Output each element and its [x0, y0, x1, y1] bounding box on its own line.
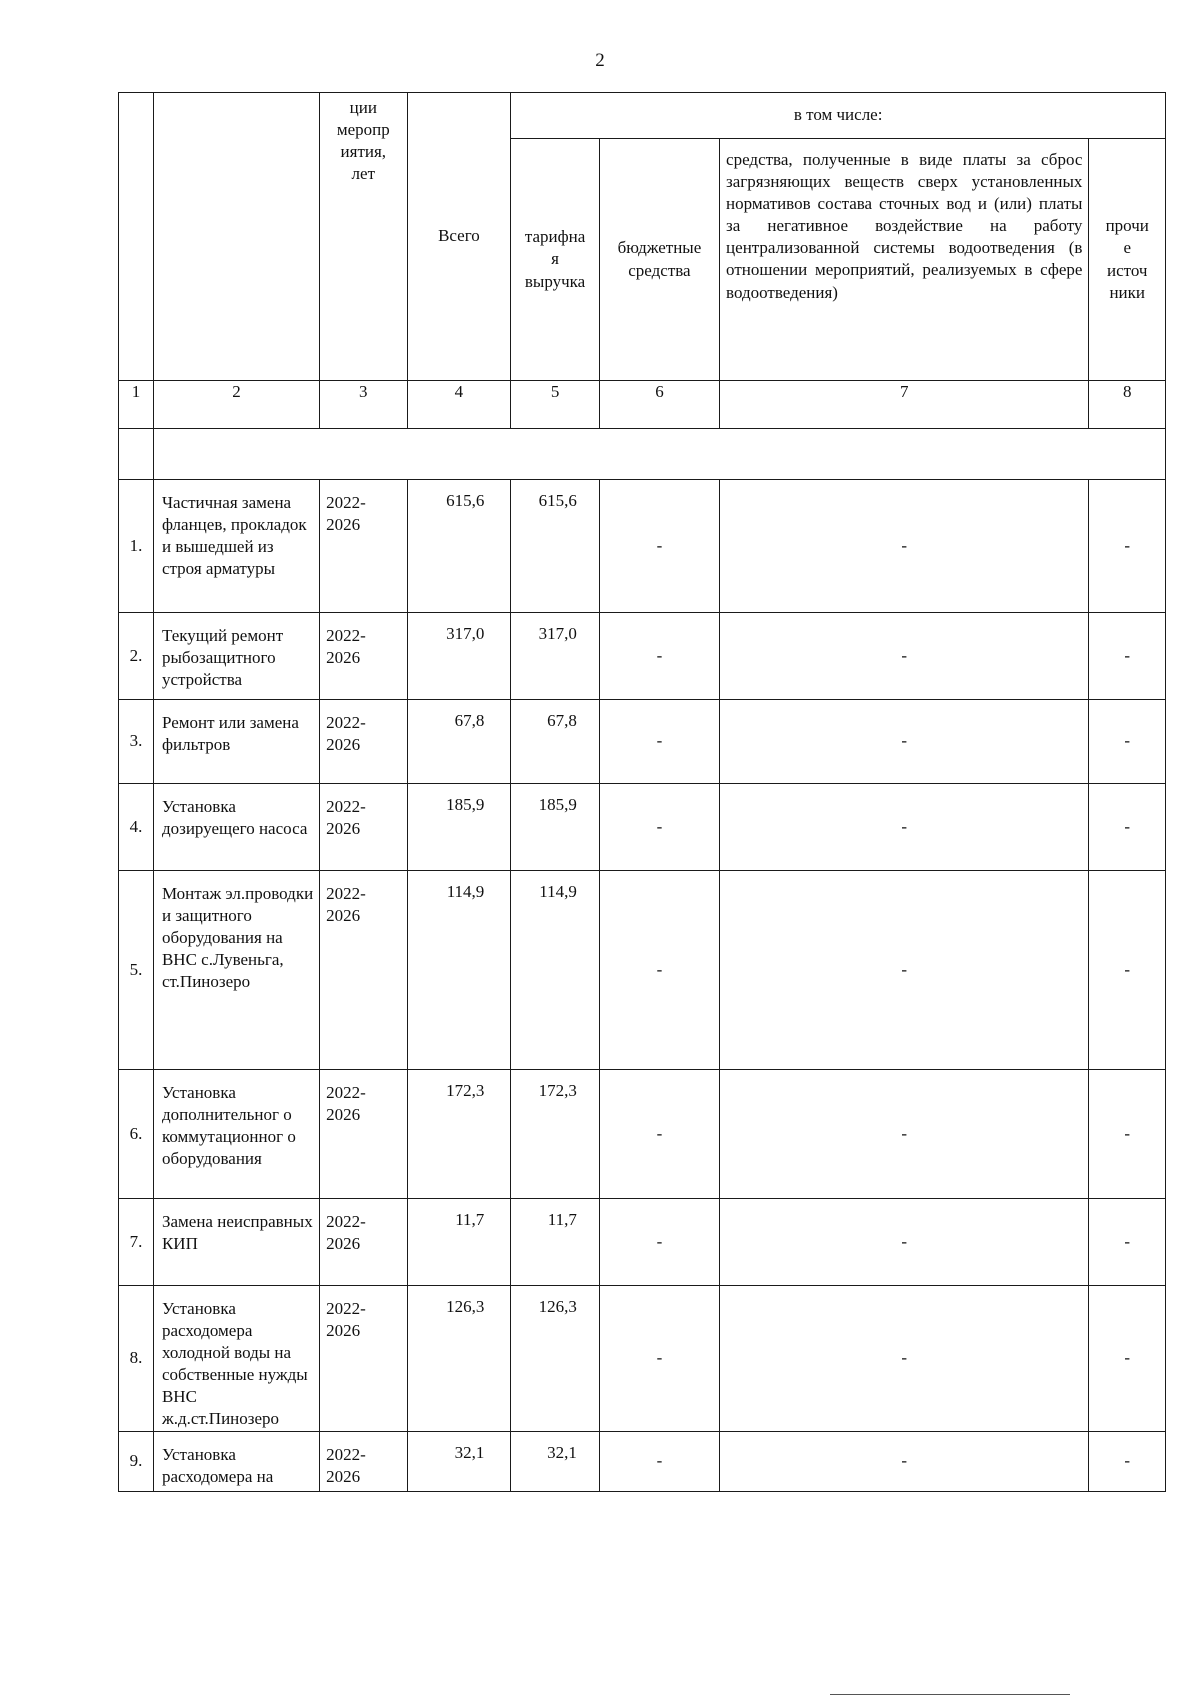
column-number: 2 — [153, 381, 319, 429]
row-number: 5. — [119, 871, 154, 1070]
other-sources-value: - — [1089, 871, 1166, 1070]
header-budget: бюджетные средства — [599, 139, 719, 381]
budget-funds-value: - — [599, 1199, 719, 1286]
implementation-period: 2022- 2026 — [320, 1070, 407, 1199]
budget-funds-value: - — [599, 1070, 719, 1199]
budget-funds-value: - — [599, 871, 719, 1070]
activity-name: Установка расходомера холодной воды на собственные нужды ВНС ж.д.ст.Пинозеро — [153, 1286, 319, 1432]
budget-funds-value: - — [599, 1286, 719, 1432]
row-number: 4. — [119, 784, 154, 871]
fee-funds-value: - — [720, 1286, 1089, 1432]
budget-funds-value: - — [599, 613, 719, 700]
header-row-top — [119, 93, 1166, 139]
activity-name: Частичная замена фланцев, прокладок и вышедшей из строя арматуры — [153, 480, 319, 613]
other-sources-value: - — [1089, 1070, 1166, 1199]
column-number: 8 — [1089, 381, 1166, 429]
tariff-revenue-value: 317,0 — [511, 613, 600, 700]
fee-funds-value: - — [720, 1431, 1089, 1491]
table-row — [119, 1070, 1166, 1199]
header-fees: средства, полученные в виде платы за сброс загрязняющих веществ сверх установленных нормативов состава сточных вод и (или) платы за негативное воздействие на работу централизованной системы водоотведения (в отношении мероприятий, реализуемых в сфере водоотведения) — [720, 139, 1089, 381]
header-tariff: тарифна я выручка — [511, 139, 600, 381]
fee-funds-value: - — [720, 480, 1089, 613]
implementation-period: 2022- 2026 — [320, 1431, 407, 1491]
total-value: 172,3 — [407, 1070, 511, 1199]
activity-name: Текущий ремонт рыбозащитного устройства — [153, 613, 319, 700]
activity-name: Установка дополнительног о коммутационног о оборудования — [153, 1070, 319, 1199]
column-number: 6 — [599, 381, 719, 429]
implementation-period: 2022- 2026 — [320, 871, 407, 1070]
table-row — [119, 700, 1166, 784]
table-row — [119, 613, 1166, 700]
column-number: 4 — [407, 381, 511, 429]
row-number: 6. — [119, 1070, 154, 1199]
header-total: Всего — [407, 93, 511, 381]
section-row — [119, 429, 1166, 480]
column-number: 3 — [320, 381, 407, 429]
column-number: 5 — [511, 381, 600, 429]
total-value: 114,9 — [407, 871, 511, 1070]
fee-funds-value: - — [720, 1070, 1089, 1199]
other-sources-value: - — [1089, 1431, 1166, 1491]
implementation-period: 2022- 2026 — [320, 784, 407, 871]
implementation-period: 2022- 2026 — [320, 700, 407, 784]
activity-name: Установка дозируещего насоса — [153, 784, 319, 871]
activity-name: Ремонт или замена фильтров — [153, 700, 319, 784]
row-number: 9. — [119, 1431, 154, 1491]
activity-name: Монтаж эл.проводки и защитного оборудования на ВНС с.Лувеньга, ст.Пинозеро — [153, 871, 319, 1070]
other-sources-value: - — [1089, 1199, 1166, 1286]
implementation-period: 2022- 2026 — [320, 480, 407, 613]
total-value: 615,6 — [407, 480, 511, 613]
total-value: 185,9 — [407, 784, 511, 871]
table-row — [119, 1431, 1166, 1491]
fee-funds-value: - — [720, 784, 1089, 871]
total-value: 67,8 — [407, 700, 511, 784]
column-number: 1 — [119, 381, 154, 429]
table-row — [119, 1199, 1166, 1286]
header-cell-1 — [119, 93, 154, 381]
column-numbers-row — [119, 381, 1166, 429]
empty-cell — [119, 429, 154, 480]
fee-funds-value: - — [720, 1199, 1089, 1286]
table-row — [119, 784, 1166, 871]
footer-line — [830, 1694, 1070, 1695]
investment-table — [118, 92, 1166, 1492]
header-other: прочи е источ ники — [1089, 139, 1166, 381]
activity-name: Замена неисправных КИП — [153, 1199, 319, 1286]
budget-funds-value: - — [599, 480, 719, 613]
other-sources-value: - — [1089, 480, 1166, 613]
other-sources-value: - — [1089, 784, 1166, 871]
table-row — [119, 871, 1166, 1070]
budget-funds-value: - — [599, 700, 719, 784]
implementation-period: 2022- 2026 — [320, 613, 407, 700]
row-number: 7. — [119, 1199, 154, 1286]
tariff-revenue-value: 114,9 — [511, 871, 600, 1070]
fee-funds-value: - — [720, 700, 1089, 784]
section-title-cell — [153, 429, 1165, 480]
tariff-revenue-value: 67,8 — [511, 700, 600, 784]
header-including: в том числе: — [511, 93, 1166, 139]
page-number: 2 — [595, 50, 605, 71]
budget-funds-value: - — [599, 784, 719, 871]
table-row — [119, 1286, 1166, 1432]
implementation-period: 2022- 2026 — [320, 1286, 407, 1432]
row-number: 3. — [119, 700, 154, 784]
tariff-revenue-value: 126,3 — [511, 1286, 600, 1432]
tariff-revenue-value: 185,9 — [511, 784, 600, 871]
total-value: 32,1 — [407, 1431, 511, 1491]
row-number: 2. — [119, 613, 154, 700]
fee-funds-value: - — [720, 871, 1089, 1070]
table-row — [119, 480, 1166, 613]
column-number: 7 — [720, 381, 1089, 429]
tariff-revenue-value: 32,1 — [511, 1431, 600, 1491]
row-number: 1. — [119, 480, 154, 613]
total-value: 11,7 — [407, 1199, 511, 1286]
tariff-revenue-value: 11,7 — [511, 1199, 600, 1286]
row-number: 8. — [119, 1286, 154, 1432]
header-cell-2 — [153, 93, 319, 381]
tariff-revenue-value: 172,3 — [511, 1070, 600, 1199]
total-value: 126,3 — [407, 1286, 511, 1432]
other-sources-value: - — [1089, 613, 1166, 700]
other-sources-value: - — [1089, 1286, 1166, 1432]
tariff-revenue-value: 615,6 — [511, 480, 600, 613]
other-sources-value: - — [1089, 700, 1166, 784]
fee-funds-value: - — [720, 613, 1089, 700]
activity-name: Установка расходомера на — [153, 1431, 319, 1491]
header-period: ции меропр иятия, лет — [320, 93, 407, 381]
total-value: 317,0 — [407, 613, 511, 700]
budget-funds-value: - — [599, 1431, 719, 1491]
implementation-period: 2022- 2026 — [320, 1199, 407, 1286]
data-rows — [119, 480, 1166, 1492]
